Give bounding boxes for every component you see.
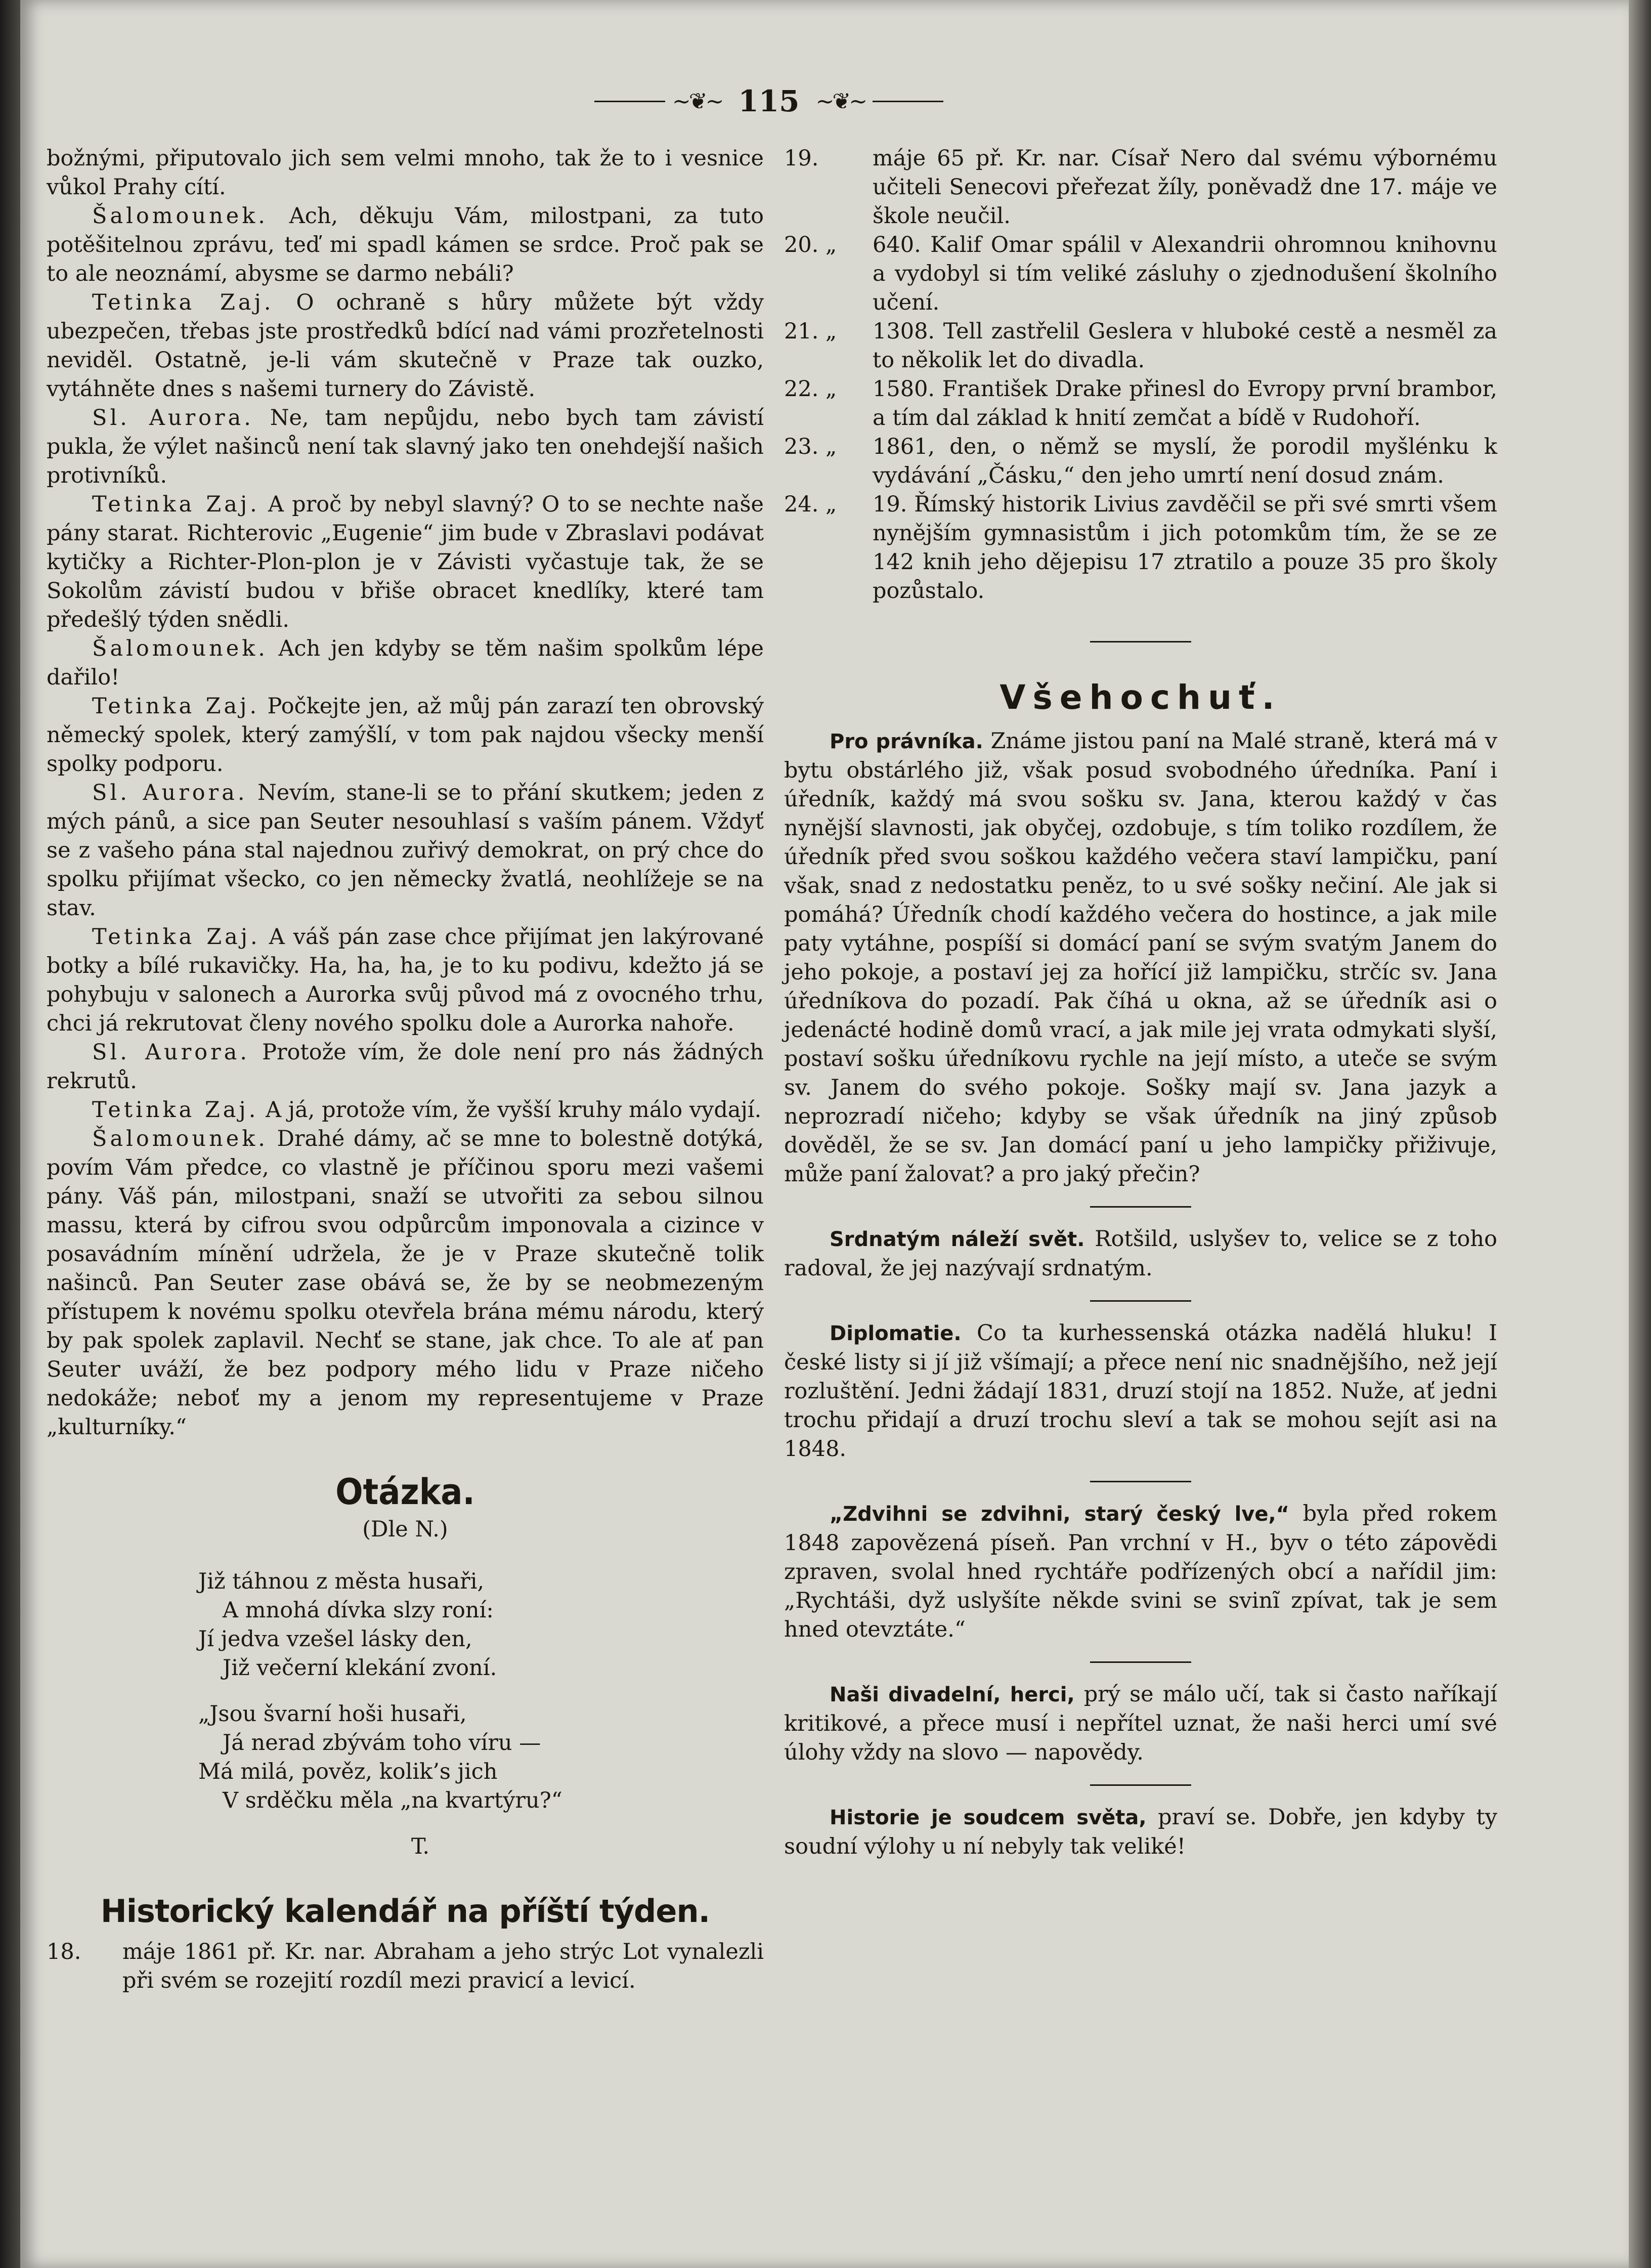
article-lead: „Zdvihni se zdvihni, starý český lve,“ [830, 1503, 1289, 1526]
article-divider [1090, 1206, 1191, 1208]
poem-subtitle: (Dle N.) [362, 1517, 448, 1542]
page-gutter-left [0, 0, 20, 2268]
dialogue-line [47, 779, 764, 923]
poem-line: A mnohá dívka slzy roní: [223, 1598, 494, 1623]
calendar-entry [784, 433, 1497, 490]
article-lead: Naši divadelní, herci, [830, 1683, 1075, 1706]
article-lead: Historie je soudcem světa, [830, 1806, 1147, 1829]
calendar-entry [784, 317, 1497, 375]
article-divider [1090, 1481, 1191, 1482]
section-divider [1090, 641, 1191, 643]
right-column [784, 144, 1497, 1861]
poem-line: Již večerní klekání zvoní. [223, 1655, 497, 1681]
poem-line: V srděčku měla „na kvartýru?“ [223, 1788, 562, 1813]
calendar-date: 20. „ [784, 232, 837, 258]
speaker: Sl. Aurora. [92, 405, 254, 431]
poem-stanza [198, 1700, 764, 1815]
calendar-date: 21. „ [784, 319, 837, 344]
speaker: Šalomounek. [92, 203, 268, 229]
article [784, 1803, 1497, 1861]
dialogue-line [47, 1038, 764, 1096]
dialogue-line [47, 923, 764, 1038]
dialogue-line [47, 202, 764, 288]
dialogue-text: Ach, děkuju Vám, milostpani, za tuto potěšitelnou zprávu, teď mi spadl kámen se srdce. Proč pak se to ale neoznámí, abysme se darmo nebáli? [47, 203, 764, 286]
poem-stanza [198, 1567, 764, 1683]
dialogue-text: Protože vím, že dole není pro nás žádných rekrutů. [47, 1040, 764, 1094]
dialogue-text: božnými, připutovalo jich sem velmi mnoho, tak že to i vesnice vůkol Prahy cítí. [47, 146, 764, 200]
dialogue-text: Drahé dámy, ač se mne to bolestně dotýká, povím Vám předce, co vlastně je příčinou sporu mezi vašemi pány. Váš pán, milostpani, snaží se utvořiti za sebou silnou massu, která by cifrou svou odpůrcům imponovala a cizince v posavádním mínění udržela, že je v Praze skutečně tolik našinců. Pan Seuter zase obává se, že by se neobmezeným přístupem k novému spolku otevřela brána mému národu, který by pak spolek zaplavil. Nechť se stane, jak chce. To ale ať pan Seuter uváží, že bez podpory mého lidu v Praze ničeho nedokáže; neboť my a jenom my representujeme v Praze „kulturníky.“ [47, 1126, 764, 1440]
article-lead: Pro právníka. [830, 730, 983, 753]
dialogue-text: A já, protože vím, že vyšší kruhy málo vydají. [266, 1097, 762, 1123]
poem-title: Otázka. [335, 1472, 475, 1513]
header-rule-left [594, 101, 665, 102]
calendar-date: 24. „ [784, 492, 837, 517]
article-text: Co ta kurhessenská otázka nadělá hluku! I české listy si jí již všímají; a přece není nic snadnějšího, než její rozluštění. Jedni žádají 1831, druzí stojí na 1852. Nuže, ať jedni trochu přidají a druzí trochu sleví a tak se mohou sejít asi na 1848. [784, 1320, 1497, 1462]
article-divider [1090, 1300, 1191, 1302]
dialogue-line [47, 490, 764, 634]
poem-line: Již táhnou z města husaři, [198, 1569, 485, 1594]
dialogue-text: Nevím, stane-li se to přání skutkem; jeden z mých pánů, a sice pan Seuter nesouhlasí s vaším pánem. Vždyť se z vašeho pána stal najednou zuřivý demokrat, on prý chce do spolku přijímat všecko, co jen německy žvatlá, neohlížeje se na stav. [47, 780, 764, 921]
speaker: Tetinka Zaj. [92, 694, 260, 719]
article-text: praví se. Dobře, jen kdyby ty soudní výlohy u ní nebyly tak veliké! [784, 1805, 1497, 1859]
calendar-entry [784, 144, 1497, 231]
poem-line: Já nerad zbývám toho víru — [223, 1730, 541, 1756]
poem-line: „Jsou švarní hoši husaři, [198, 1701, 467, 1727]
calendar-text: 1308. Tell zastřelil Geslera v hluboké cestě a nesměl za to několik let do divadla. [873, 319, 1497, 373]
article [784, 1319, 1497, 1464]
speaker: Šalomounek. [92, 1126, 268, 1151]
calendar-entry [47, 1938, 764, 1995]
speaker: Tetinka Zaj. [92, 1097, 259, 1123]
calendar-date: 23. „ [784, 434, 837, 459]
dialogue-line [47, 634, 764, 692]
poem-line: Má milá, pověz, kolik’s jich [198, 1759, 498, 1784]
calendar-title: Historický kalendář na příští týden. [100, 1893, 710, 1930]
article-text: byla před rokem 1848 zapovězená píseň. Pan vrchní v H., byv o této zápovědi zpraven, svolal hned rychtáře podřízených obcí a nařídil jim: „Rychtáši, dyž uslyšíte někde svini se svinĩ zpívat, tak je sem hned otevztáte.“ [784, 1501, 1498, 1642]
calendar-entry [784, 375, 1497, 433]
calendar-text: 19. Římský historik Livius zavděčil se při své smrti všem nynějším gymnasistům i jich potomkům tím, že se ze 142 knih jeho dějepisu 17 ztratilo a pouze 35 pro školy pozůstalo. [873, 492, 1497, 604]
dialogue-text: O ochraně s hůry můžete být vždy ubezpečen, třebas jste prostředků bdící nad vámi prozřetelnosti neviděl. Ostatně, je-li vám skutečně v Praze tak ouzko, vytáhněte dnes s našemi turnery do Závistě. [47, 290, 764, 402]
dialogue-text: A proč by nebyl slavný? O to se nechte naše pány starat. Richterovic „Eugenie“ jim bude v Zbraslavi podávat kytičky a Richter-Plon-plon je v Závisti vyčastuje tak, že se Sokolům závistí budou v břiše obracet knedlíky, které tam předešlý týden snědli. [47, 492, 764, 632]
article [784, 727, 1497, 1189]
calendar-text: 1580. František Drake přinesl do Evropy první brambor, a tím dal základ k hnití zemčat a bídě v Rudohoří. [873, 376, 1497, 431]
dialogue-line [47, 404, 764, 490]
calendar-entry [784, 231, 1497, 317]
page-header [556, 78, 981, 124]
speaker: Tetinka Zaj. [92, 290, 274, 315]
calendar-text: máje 65 př. Kr. nar. Císař Nero dal svému výbornému učiteli Senecovi přeřezat žíly, poněvadž dne 17. máje ve škole neučil. [873, 146, 1497, 229]
dialogue-text: Počkejte jen, až můj pán zarazí ten obrovský německý spolek, který zamýšlí, v tom pak najdou všecky menší spolky podporu. [47, 694, 764, 777]
article [784, 1680, 1497, 1767]
calendar-text: 1861, den, o němž se myslí, že porodil myšlénku k vydávání „Čásku,“ den jeho umrtí není dosud znám. [873, 434, 1497, 488]
dialogue-line [47, 288, 764, 404]
section-title: Všehochuť. [1000, 678, 1282, 717]
calendar-text: máje 1861 př. Kr. nar. Abraham a jeho strýc Lot vynalezli při svém se rozejití rozdíl mezi pravicí a levicí. [122, 1939, 764, 1993]
calendar-date: 22. „ [784, 376, 837, 402]
left-column [47, 144, 764, 1995]
poem [198, 1567, 764, 1815]
ornament-right-icon: ~❦~ [815, 88, 866, 114]
article-lead: Srdnatým náleží svět. [830, 1228, 1085, 1251]
article [784, 1225, 1497, 1283]
dialogue-text: Ach jen kdyby se těm našim spolkům lépe dařilo! [47, 636, 764, 690]
page-number: 115 [738, 84, 800, 118]
article [784, 1500, 1497, 1644]
article-divider [1090, 1784, 1191, 1786]
header-rule-right [873, 101, 943, 102]
dialogue-line [47, 1096, 764, 1125]
article-divider [1090, 1661, 1191, 1663]
article-text: prý se málo učí, tak si často naříkají kritikové, a přece musí i nepřítel uznat, že naši herci umí své úlohy vždy na slovo — napovědy. [784, 1682, 1497, 1765]
calendar-text: 640. Kalif Omar spálil v Alexandrii ohromnou knihovnu a vydobyl si tím veliké zásluhy o zjednodušení školního učení. [873, 232, 1497, 315]
speaker: Tetinka Zaj. [92, 924, 260, 950]
dialogue-text: Ne, tam nepůjdu, nebo bych tam závistí pukla, že výlet našinců není tak slavný jako ten onehdejší našich protivníků. [47, 405, 764, 488]
poem-signature: T. [411, 1834, 430, 1859]
calendar-date: 18. [47, 1939, 81, 1964]
speaker: Sl. Aurora. [92, 1040, 250, 1065]
dialogue-line [47, 692, 764, 779]
dialogue-line [47, 1125, 764, 1442]
article-text: Rotšild, uslyšev to, velice se z toho radoval, že jej nazývají srdnatým. [784, 1226, 1497, 1281]
calendar-date: 19. [784, 146, 819, 171]
poem-line: Jí jedva vzešel lásky den, [198, 1627, 472, 1652]
speaker: Sl. Aurora. [92, 780, 248, 805]
speaker: Tetinka Zaj. [92, 492, 260, 517]
page-edge-right [1629, 0, 1651, 2268]
dialogue-continuation [47, 144, 764, 202]
article-lead: Diplomatie. [830, 1322, 962, 1345]
dialogue-text: A váš pán zase chce přijímat jen lakýrované botky a bílé rukavičky. Ha, ha, ha, je to ku podivu, kdežto já se pohybuju v salonech a Aurorka svůj původ má z ovocného trhu, chci já rekrutovat členy nového spolku dole a Aurorka nahoře. [47, 924, 764, 1036]
ornament-left-icon: ~❦~ [672, 88, 722, 114]
speaker: Šalomounek. [92, 636, 268, 661]
article-text: Známe jistou paní na Malé straně, která má v bytu obstárlého již, však posud svobodného úředníka. Paní i úředník, každý má svou sošku sv. Jana, kterou každý v čas nynější slavnosti, jak obyčej, ozdobuje, s tím toliko rozdílem, že úředník před svou soškou každého večera staví lampičku, paní však, snad z nedostatku peněz, to u své sošky nečiní. Ale jak si pomáhá? Úředník chodí každého večera do hostince, a jak mile paty vytáhne, pospíší si domácí paní se svým svatým Janem do jeho pokoje, a postaví jej za hořící již lampičku, strčíc sv. Jana úředníkova do pozadí. Pak číhá u okna, až se úředník asi o jedenácté hodině domů vrací, a jak mile jej vrata odmykati slyší, postaví sošku úředníkovu rychle na její místo, a uteče se svým sv. Janem do svého pokoje. Sošky mají sv. Jana jazyk a neprozradí ničeho; kdyby se však úředník na jiný způsob dověděl, že se sv. Jan domácí paní u jeho lampičky přiživuje, může paní žalovat? a pro jaký přečin? [784, 729, 1497, 1187]
calendar-entry [784, 490, 1497, 606]
